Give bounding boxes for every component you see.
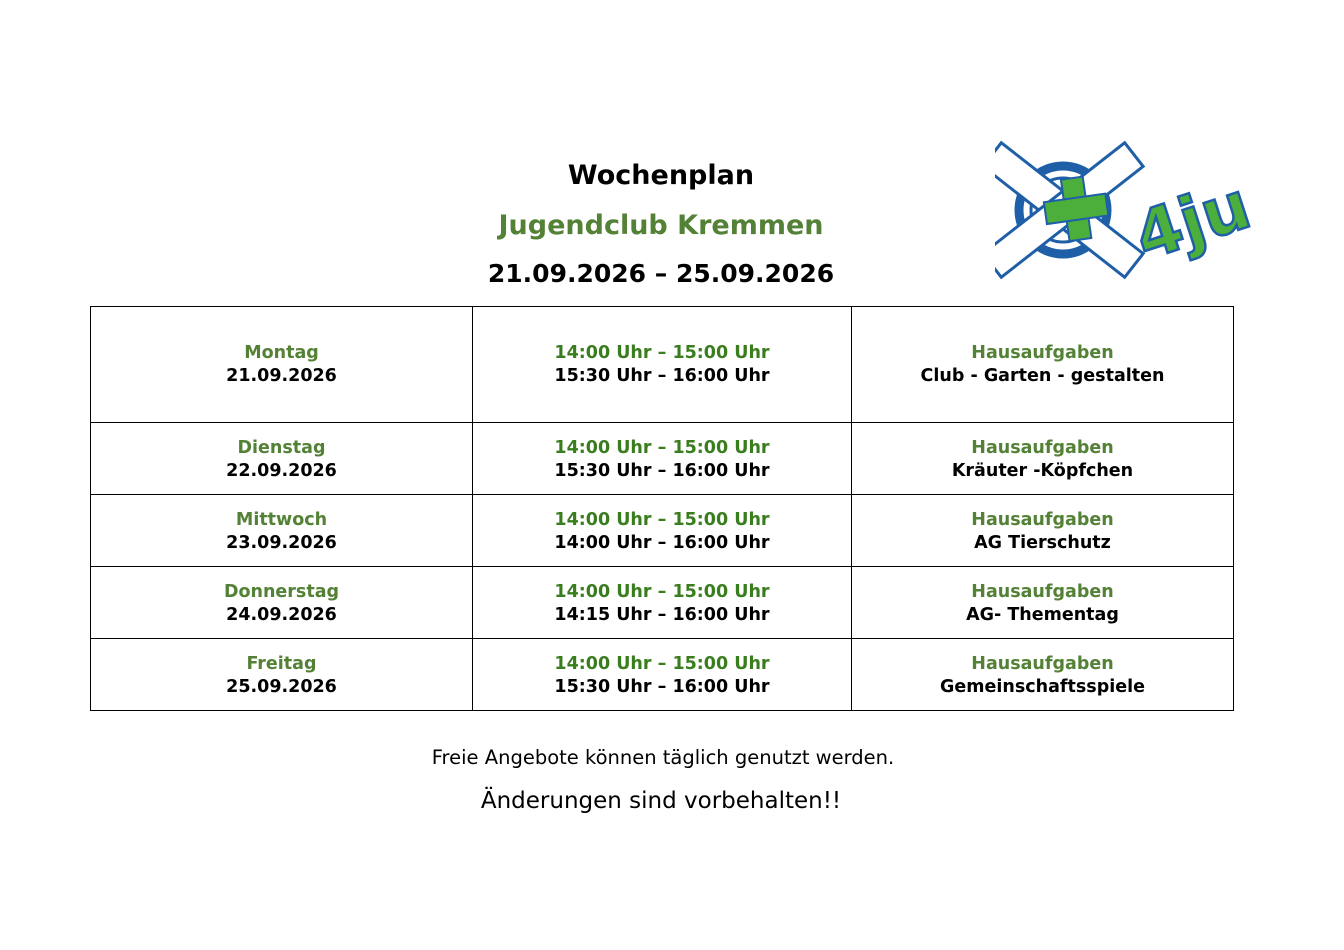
activity-2: Kräuter -Köpfchen <box>951 460 1134 481</box>
day-cell <box>91 495 473 567</box>
day-name: Freitag <box>246 653 317 674</box>
activity-1: Hausaufgaben <box>971 581 1114 602</box>
day-cell <box>91 423 473 495</box>
time-cell <box>473 423 852 495</box>
table-row <box>91 423 1234 495</box>
day-cell <box>91 567 473 639</box>
activity-2: AG- Thementag <box>966 604 1119 625</box>
time-slot-2: 15:30 Uhr – 16:00 Uhr <box>554 365 770 386</box>
table-row <box>91 639 1234 711</box>
cross-logo-icon <box>995 128 1265 298</box>
time-slot-1: 14:00 Uhr – 15:00 Uhr <box>554 509 770 530</box>
table-row <box>91 307 1234 423</box>
day-date: 25.09.2026 <box>226 676 337 697</box>
day-name: Montag <box>244 342 319 363</box>
time-slot-1: 14:00 Uhr – 15:00 Uhr <box>554 342 770 363</box>
activity-cell <box>852 495 1234 567</box>
activity-cell <box>852 567 1234 639</box>
day-date: 24.09.2026 <box>226 604 337 625</box>
activity-1: Hausaufgaben <box>971 653 1114 674</box>
activity-2: Club - Garten - gestalten <box>920 365 1165 386</box>
activity-cell <box>852 639 1234 711</box>
club-name: Jugendclub Kremmen <box>498 210 824 241</box>
day-date: 22.09.2026 <box>226 460 337 481</box>
time-slot-2: 15:30 Uhr – 16:00 Uhr <box>554 676 770 697</box>
day-name: Dienstag <box>237 437 326 458</box>
time-cell <box>473 567 852 639</box>
free-offers-note: Freie Angebote können täglich genutzt werden. <box>431 746 895 769</box>
day-date: 21.09.2026 <box>226 365 337 386</box>
activity-cell <box>852 423 1234 495</box>
time-cell <box>473 495 852 567</box>
day-cell <box>91 307 473 423</box>
logo-text: 4ju <box>1125 166 1260 276</box>
changes-disclaimer: Änderungen sind vorbehalten!! <box>480 788 842 814</box>
schedule-table <box>90 306 1234 711</box>
time-slot-2: 14:00 Uhr – 16:00 Uhr <box>554 532 770 553</box>
time-slot-1: 14:00 Uhr – 15:00 Uhr <box>554 653 770 674</box>
activity-cell <box>852 307 1234 423</box>
day-name: Donnerstag <box>223 581 340 602</box>
table-row <box>91 567 1234 639</box>
time-slot-1: 14:00 Uhr – 15:00 Uhr <box>554 581 770 602</box>
time-slot-2: 15:30 Uhr – 16:00 Uhr <box>554 460 770 481</box>
time-cell <box>473 307 852 423</box>
page-title: Wochenplan <box>567 160 755 191</box>
table-row <box>91 495 1234 567</box>
activity-2: Gemeinschaftsspiele <box>940 676 1145 697</box>
date-range: 21.09.2026 – 25.09.2026 <box>487 259 835 288</box>
day-date: 23.09.2026 <box>226 532 337 553</box>
time-slot-1: 14:00 Uhr – 15:00 Uhr <box>554 437 770 458</box>
time-cell <box>473 639 852 711</box>
activity-1: Hausaufgaben <box>971 342 1114 363</box>
activity-1: Hausaufgaben <box>971 437 1114 458</box>
day-name: Mittwoch <box>235 509 328 530</box>
activity-1: Hausaufgaben <box>971 509 1114 530</box>
activity-2: AG Tierschutz <box>974 532 1111 553</box>
time-slot-2: 14:15 Uhr – 16:00 Uhr <box>554 604 770 625</box>
day-cell <box>91 639 473 711</box>
